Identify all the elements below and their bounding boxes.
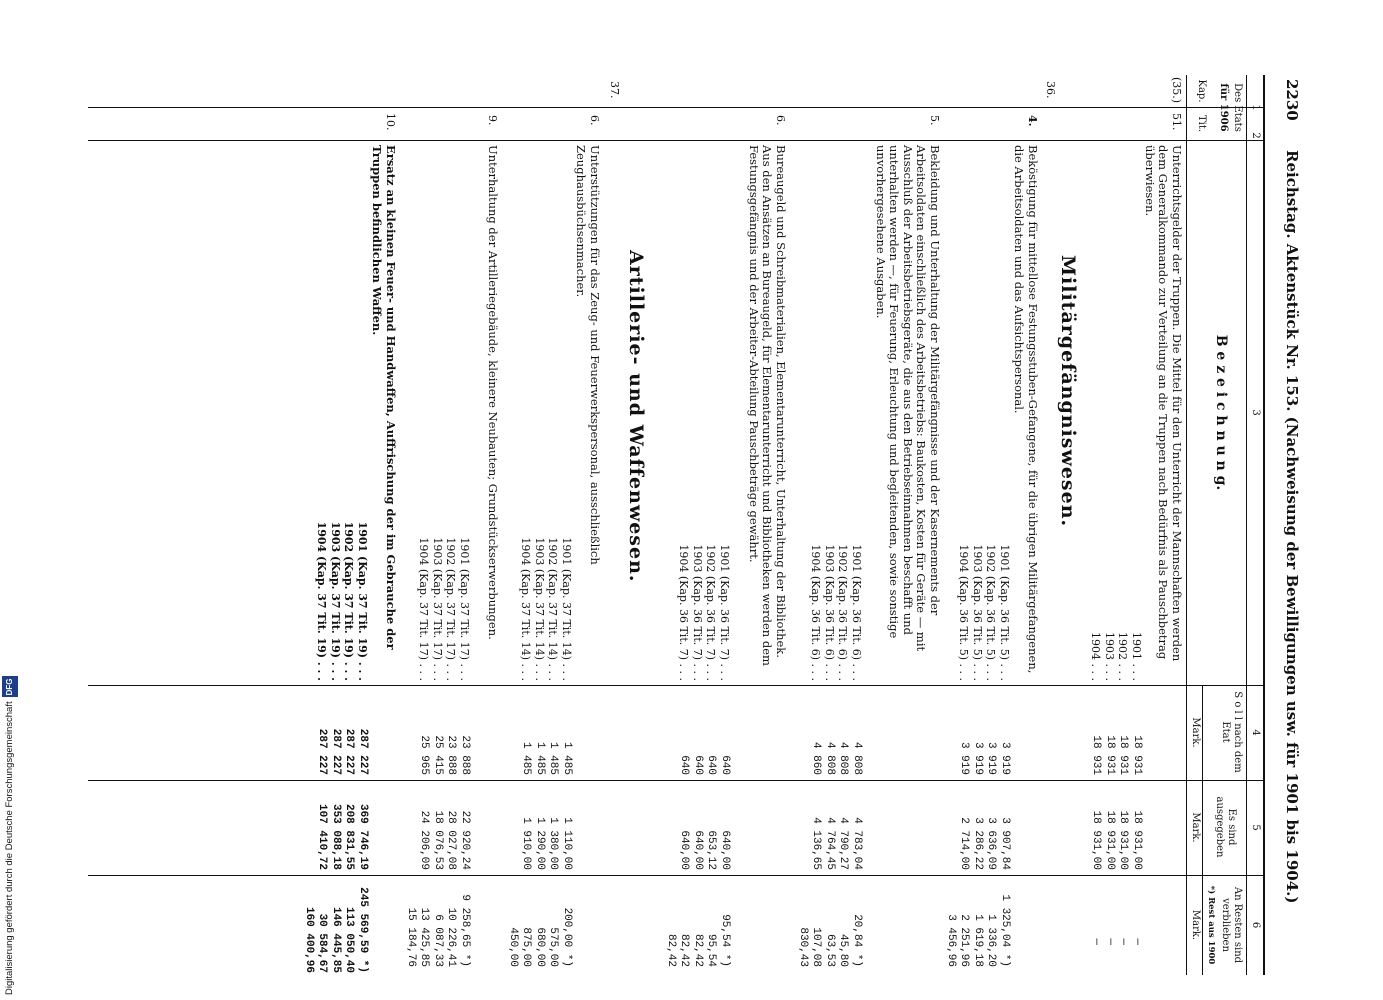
bezeichnung-header: B e z e i c h n u n g. <box>1213 334 1229 491</box>
value-cell: 640 <box>692 755 704 775</box>
value-cell: 13 425,85 <box>418 907 431 967</box>
value-cell: 640,00 <box>719 830 731 870</box>
col-1-number: 1 <box>1250 104 1261 111</box>
reste-unit: Mark. <box>1190 909 1201 941</box>
value-cell: 22 920,24 <box>459 810 471 870</box>
entry-4-ausgegeben <box>677 780 731 870</box>
value-cell: 3 919 <box>985 741 998 775</box>
appropriations-table <box>88 75 1265 975</box>
col-6-number: 6 <box>1250 921 1261 929</box>
value-cell: 107 410,72 <box>316 803 329 870</box>
entry-3-year-1904: 1904 (Kap. 36 Tit. 6) . . . <box>809 544 823 681</box>
value-cell: 1 910,00 <box>520 817 533 870</box>
value-cell: 640 <box>705 755 718 775</box>
entry-3-year-1901: 1901 (Kap. 36 Tit. 6) . . . <box>850 544 863 681</box>
value-cell: 113 050,40 <box>343 906 356 973</box>
tit-header: Tit. <box>1196 114 1207 133</box>
value-cell: 25 965 <box>418 735 431 775</box>
entry-2-year-1902: 1902 (Kap. 36 Tit. 5) . . . <box>984 544 998 681</box>
value-cell: 95,54 <box>705 933 718 967</box>
entry-1-description: Unterrichtsgelder der Truppen. Die Mittel für den Unterricht der Mannschaften werden dem Generalkommando zur Verteilung an die Truppen nach Bedürfnis als Pauschbetrag überwiesen. <box>1143 145 1184 662</box>
value-cell: 3 636,09 <box>985 817 998 870</box>
section-heading-militaergefaengniswesen: Militärgefängniswesen. <box>1057 255 1079 528</box>
value-cell: 1 485 <box>547 741 560 775</box>
value-cell: 830,43 <box>797 927 809 967</box>
entry-4-soll <box>677 685 731 775</box>
entry-6-years <box>417 145 471 681</box>
value-cell: 1 485 <box>561 741 573 775</box>
value-cell: 4 790,27 <box>837 817 850 870</box>
entry-2-years <box>957 145 1011 681</box>
entry-2-tit: 4. <box>1026 115 1039 127</box>
entry-6-year-1903: 1903 (Kap. 37 Tit. 17) . . . <box>431 537 444 681</box>
entry-2-soll <box>957 685 1011 775</box>
value-cell: 18 931 <box>1117 735 1130 775</box>
value-cell: 30 584,67 <box>316 913 329 973</box>
entry-4-description: Bureaugeld und Schreibmaterialien, Elementarunterricht, Unterhaltung der Bibliothek. Aus den Ansätzen an Bureaugeld, für Elementarunterricht und Bibliotheken werden dem Festungsgefängnis und der Arbeiter-Abteilung Pauschbeträge gewährt. <box>747 145 788 666</box>
entry-7-year-1902: 1902 (Kap. 37 Tit. 19) . . . <box>342 521 356 681</box>
value-cell: 4 764,45 <box>824 817 836 870</box>
entry-2-description: Beköstigung für mittellose Festungsstuben-Gefangene, für die übrigen Militärgefangenen, die Arbeitsoldaten und das Aufsichtspersonal. <box>1012 145 1040 674</box>
value-cell: 18 931,00 <box>1104 810 1116 870</box>
value-cell: 640,00 <box>692 830 704 870</box>
entry-6-year-1904: 1904 (Kap. 37 Tit. 17) . . . <box>417 537 431 681</box>
entry-3-year-1902: 1902 (Kap. 36 Tit. 6) . . . <box>836 544 850 681</box>
value-cell: — <box>1104 938 1116 945</box>
value-cell: 6 087,33 <box>432 914 444 967</box>
col-4-number: 4 <box>1250 729 1261 736</box>
document-page <box>83 75 1313 995</box>
value-cell: 3 456,96 <box>945 914 957 967</box>
entry-7-reste <box>302 875 370 973</box>
value-cell: — <box>1090 938 1103 945</box>
value-cell: 18 931,00 <box>1117 810 1130 870</box>
value-cell: 640,00 <box>678 830 691 870</box>
value-cell: 287 227 <box>357 728 369 775</box>
entry-5-year-1904: 1904 (Kap. 37 Tit. 14) . . . <box>519 537 533 681</box>
page-number: 2230 <box>1283 79 1301 121</box>
entry-3-description: Bekleidung und Unterhaltung der Militärgefängnisse und der Kasernements der Arbeitsoldaten einschließlich des Arbeitsbetriebs: Baukosten, Kosten für Geräte — mit Ausschluß der Arbeitsbetriebsgeräte, die aus den Betriebseinnahmen beschafft und unterhalten werden —, für Feuerung, Erleuchtung und begleitenden, sowie sonstige unvorhergesehene Ausgaben. <box>874 145 942 652</box>
entry-6-ausgegeben <box>417 780 471 870</box>
value-cell: 3 907,84 <box>999 817 1011 870</box>
entry-4-years <box>677 145 731 681</box>
value-cell: 640 <box>719 755 731 775</box>
value-cell: 10 226,41 <box>445 907 458 967</box>
value-cell: 20,84 *) <box>851 914 863 967</box>
entry-2-year-1901: 1901 (Kap. 36 Tit. 5) . . . <box>998 544 1011 681</box>
entry-5-year-1903: 1903 (Kap. 37 Tit. 14) . . . <box>533 537 546 681</box>
entry-6-soll <box>417 685 471 775</box>
entry-6-year-1902: 1902 (Kap. 37 Tit. 17) . . . <box>444 537 458 681</box>
entry-7-soll <box>315 685 369 775</box>
value-cell: 146 445,85 <box>330 906 342 973</box>
reste-header: An Resten sind verblieben <box>1220 886 1243 964</box>
reste-note: *) Rest aus 1900 <box>1206 885 1216 965</box>
value-cell: 4 808 <box>851 741 863 775</box>
etat-label: Des Etats <box>1232 83 1243 132</box>
entry-1-year-1904: 1904 . . . <box>1089 632 1103 681</box>
value-cell: 82,42 <box>678 933 691 967</box>
entry-4-year-1904: 1904 (Kap. 36 Tit. 7) . . . <box>677 544 691 681</box>
entry-7-ausgegeben <box>315 780 369 870</box>
entry-6-tit: 9. <box>486 115 499 126</box>
entry-4-year-1901: 1901 (Kap. 36 Tit. 7) . . . <box>718 544 731 681</box>
entry-5-ausgegeben <box>519 780 573 870</box>
entry-1-reste <box>1089 875 1143 945</box>
caption-text: Digitalisierung gefördert durch die Deutsche Forschungsgemeinschaft <box>4 701 15 995</box>
value-cell: 640 <box>678 755 691 775</box>
value-cell: 875,00 <box>520 927 533 967</box>
entry-3-reste <box>796 875 864 967</box>
section-heading-artillerie: Artillerie- und Waffenwesen. <box>625 250 647 583</box>
value-cell: 9 258,65 *) <box>459 894 471 967</box>
value-cell: 245 569,59 *) <box>357 887 369 973</box>
value-cell: 287 227 <box>343 728 356 775</box>
kap-header: Kap. <box>1196 79 1207 103</box>
entry-4-reste <box>664 875 732 967</box>
entry-2-reste <box>944 875 1012 967</box>
value-cell: 1 619,18 <box>972 914 984 967</box>
entry-1-kap: (35.) <box>1170 77 1183 104</box>
entry-7-year-1903: 1903 (Kap. 37 Tit. 19) . . . <box>329 521 342 681</box>
value-cell: 287 227 <box>316 728 329 775</box>
value-cell: 45,80 <box>837 933 850 967</box>
value-cell: 18 931,00 <box>1090 810 1103 870</box>
value-cell: 3 919 <box>999 741 1011 775</box>
value-cell: — <box>1117 938 1130 945</box>
value-cell: 1 325,04 *) <box>999 894 1011 967</box>
entry-4-tit: 6. <box>774 115 787 126</box>
value-cell: 18 076,53 <box>432 810 444 870</box>
value-cell: 63,53 <box>824 933 836 967</box>
value-cell: 4 808 <box>824 741 836 775</box>
value-cell: 2 714,00 <box>958 817 971 870</box>
value-cell: 575,00 <box>547 927 560 967</box>
value-cell: 1 485 <box>534 741 546 775</box>
value-cell: 28 027,08 <box>445 810 458 870</box>
value-cell: 1 290,00 <box>534 817 546 870</box>
col-3-number: 3 <box>1250 409 1261 416</box>
entry-3-ausgegeben <box>809 780 863 870</box>
value-cell: 369 746,19 <box>357 803 369 870</box>
entry-7-tit: 10. <box>384 113 397 131</box>
value-cell: 18 931 <box>1090 735 1103 775</box>
soll-header: S o l l nach dem Etat <box>1220 691 1243 773</box>
entry-7-years <box>315 145 369 681</box>
value-cell: 287 227 <box>330 728 342 775</box>
entry-5-tit: 6. <box>588 115 601 126</box>
value-cell: 1 380,00 <box>547 817 560 870</box>
value-cell: 2 251,96 <box>958 914 971 967</box>
value-cell: 24 206,09 <box>418 810 431 870</box>
value-cell: 23 888 <box>459 735 471 775</box>
entry-1-year-1902: 1902 . . . <box>1116 632 1130 681</box>
digitization-caption <box>2 605 18 995</box>
entry-4-year-1902: 1902 (Kap. 36 Tit. 7) . . . <box>704 544 718 681</box>
entry-4-year-1903: 1903 (Kap. 36 Tit. 7) . . . <box>691 544 704 681</box>
entry-7-description: Ersatz an kleinen Feuer- und Handwaffen, Auffrischung der im Gebrauche der Truppen befindlichen Waffen. <box>370 145 398 650</box>
entry-6-description: Unterhaltung der Artilleriegebäude, kleinere Neubauten; Grundstückserwerbungen. <box>486 145 500 640</box>
entry-3-year-1903: 1903 (Kap. 36 Tit. 6) . . . <box>823 544 836 681</box>
entry-5-year-1901: 1901 (Kap. 37 Tit. 14) . . . <box>560 537 573 681</box>
entry-2-year-1904: 1904 (Kap. 36 Tit. 5) . . . <box>957 544 971 681</box>
value-cell: 4 860 <box>810 741 823 775</box>
entry-5-year-1902: 1902 (Kap. 37 Tit. 14) . . . <box>546 537 560 681</box>
value-cell: 25 415 <box>432 735 444 775</box>
entry-3-years <box>809 145 863 681</box>
entry-2-ausgegeben <box>957 780 1011 870</box>
entry-7-year-1904: 1904 (Kap. 37 Tit. 19) . . . <box>315 521 329 681</box>
value-cell: 18 931 <box>1104 735 1116 775</box>
value-cell: 4 783,04 <box>851 817 863 870</box>
value-cell: 3 286,22 <box>972 817 984 870</box>
value-cell: 23 888 <box>445 735 458 775</box>
entry-2-year-1903: 1903 (Kap. 36 Tit. 5) . . . <box>971 544 984 681</box>
value-cell: 15 184,76 <box>405 907 417 967</box>
value-cell: 353 088,18 <box>330 803 342 870</box>
col-5-number: 5 <box>1250 824 1261 831</box>
entry-1-years <box>1089 145 1143 681</box>
value-cell: 82,42 <box>665 933 677 967</box>
entry-5-years <box>519 145 573 681</box>
value-cell: 1 336,20 <box>985 914 998 967</box>
value-cell: 82,42 <box>692 933 704 967</box>
entry-3-tit: 5. <box>928 115 941 126</box>
value-cell: 95,54 *) <box>719 914 731 967</box>
entry-1-ausgegeben <box>1089 780 1143 870</box>
etat-year: für 1906 <box>1218 83 1229 132</box>
value-cell: 107,08 <box>810 927 823 967</box>
value-cell: 160 400,96 <box>303 906 315 973</box>
value-cell: 200,00 *) <box>561 907 573 967</box>
value-cell: 1 485 <box>520 741 533 775</box>
value-cell: 1 110,00 <box>561 817 573 870</box>
value-cell: 4 136,65 <box>810 817 823 870</box>
value-cell: 4 808 <box>837 741 850 775</box>
value-cell: — <box>1131 938 1143 945</box>
entry-2-kap: 36. <box>1044 81 1057 99</box>
entry-5-soll <box>519 685 573 775</box>
page-header <box>1271 75 1313 995</box>
soll-unit: Mark. <box>1190 717 1201 748</box>
entry-6-year-1901: 1901 (Kap. 37 Tit. 17) . . . <box>458 537 471 681</box>
entry-1-year-1901: 1901 . . . <box>1130 632 1143 681</box>
entry-6-reste <box>404 875 472 967</box>
value-cell: 680,00 <box>534 927 546 967</box>
entry-5-description: Unterstützungen für das Zeug- und Feuerwerkspersonal, ausschließlich Zeughausbüchsenmacher. <box>574 145 602 565</box>
value-cell: 208 831,55 <box>343 803 356 870</box>
entry-3-soll <box>809 685 863 775</box>
ausgegeben-header: Es sind ausgegeben <box>1214 796 1237 858</box>
entry-1-soll <box>1089 685 1143 775</box>
entry-5-kap: 37. <box>608 81 621 99</box>
ausgegeben-unit: Mark. <box>1190 812 1201 843</box>
entry-1-tit: 51. <box>1170 113 1183 131</box>
entry-7-year-1901: 1901 (Kap. 37 Tit. 19) . . . <box>356 521 369 681</box>
page-title: Reichstag. Aktenstück Nr. 153. (Nachweisung der Bewilligungen usw. für 1901 bis 1904.) <box>1283 150 1301 904</box>
value-cell: 3 919 <box>958 741 971 775</box>
entry-1-year-1903: 1903 . . . <box>1103 632 1116 681</box>
entry-5-reste <box>506 875 574 967</box>
value-cell: 450,00 <box>507 927 519 967</box>
value-cell: 18 931 <box>1131 735 1143 775</box>
col-2-number: 2 <box>1250 132 1261 139</box>
value-cell: 18 931,00 <box>1131 810 1143 870</box>
value-cell: 3 919 <box>972 741 984 775</box>
dfg-logo: DFG <box>2 677 18 698</box>
value-cell: 653,12 <box>705 830 718 870</box>
